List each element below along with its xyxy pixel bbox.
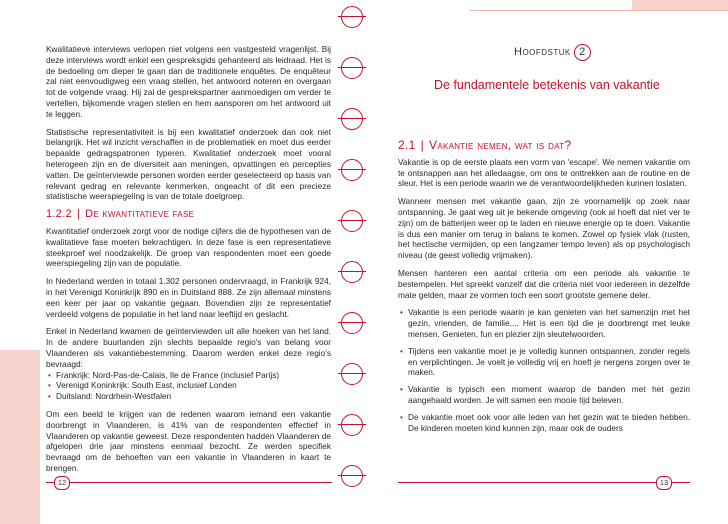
criteria-list	[398, 307, 690, 433]
section-paragraph-1: Kwantitatief onderzoek zorgt voor de nodige cijfers die de hypothesen van de kwalitatieve fase moeten bekrachtigen. In deze fase is een representatieve steekproef wel noodzakelijk. De groep van respondenten moet een goede weerspiegeling zijn van de populatie.	[46, 225, 331, 269]
list-item: • Duitsland: Nordrhein-Westfalen	[46, 391, 331, 402]
intro-paragraph-2: Statistische representativiteit is bij een kwalitatief onderzoek dan ook niet belangrijk. Het wil inzicht verschaffen in de problematiek en moet dus eerder bepaalde gedragspatronen typeren. Kwalitatief onderzoek moet vooral heterogeen zijn en de diversiteit aan meningen, opvattingen en percepties vatten. De geïnterviewde personen worden eerder geselecteerd op basis van relevant gedrag en relevante kenmerken, ongeacht of dit een precieze statistische weerspiegeling is van de totale doelgroep.	[46, 126, 331, 202]
chapter-number: 2	[574, 44, 591, 61]
paragraph-3: Mensen hanteren een aantal criteria om een periode als vakantie te bestempelen. Het spreekt vanzelf dat die criteria niet voor iedereen in dezelfde mate gelden, maar ze vormen toch een soort grootste gemene deler.	[398, 267, 690, 300]
page-number: 12	[54, 476, 70, 490]
chapter-title: De fundamentele betekenis van vakantie	[434, 78, 660, 92]
list-item: • Verenigd Koninkrijk: South East, inclusief Londen	[46, 380, 331, 391]
list-item: • De vakantie moet ook voor alle leden van het gezin wat te bieden hebben. De kinderen moeten kind kunnen zijn, maar ook de ouders	[398, 412, 690, 434]
paragraph-2: Wanneer mensen met vakantie gaan, zijn ze voornamelijk op zoek naar ontspanning. Je gaat weg uit je bekende omgeving (ook al hoeft dat niet ver te zijn) om de batterijen weer op te laden en nieuwe energie op te doen. Vakantie is dus een manier om terug in balans te komen. Zowel op fysiek vlak (rusten, het hectische vermijden, op een langzamer tempo leven) als op psychologisch niveau (de geest volledig vrijmaken).	[398, 196, 690, 261]
section-number: 1.2.2	[46, 208, 72, 221]
section-title: De kwantitatieve fase	[85, 208, 195, 221]
list-item: • Vakantie is een periode waarin je kan genieten van het samenzijn met het gezin, vrienden, de familie,... Het is een tijd die je doorbrengt met leuke mensen. Genieten, fun en plezier zijn sleutelwoorden.	[398, 307, 690, 339]
footer-rule	[398, 482, 656, 483]
left-column	[46, 44, 331, 481]
section-paragraph-2: In Nederland werden in totaal 1.302 personen ondervraagd, in Frankrijk 924, in het Verenigd Koninkrijk 890 en in Duitsland 888. Ze zijn allemaal minstens een keer per jaar op vakantie gegaan. Bovendien zijn ze representatief verdeeld volgens de populatie in het land naar leeftijd en geslacht.	[46, 276, 331, 319]
footer-rule	[46, 482, 54, 483]
chapter-word: Hoofdstuk	[514, 46, 571, 58]
paragraph-1: Vakantie is op de eerste plaats een vorm van 'escape'. We nemen vakantie om te ontsnappen aan het alledaagse, om ons te onttrekken aan de routine en de sleur. Het is een periode waarin we de verantwoordelijkheden kunnen loslaten.	[398, 156, 690, 189]
page-number: 13	[656, 476, 672, 490]
section-heading-1-2-2: 1.2.2 | De kwantitatieve fase	[46, 208, 195, 221]
list-item: • Frankrijk: Nord-Pas-de-Calais, Ile de France (inclusief Parijs)	[46, 370, 331, 381]
list-item: • Tijdens een vakantie moet je je volledig kunnen ontspannen, zonder regels en verplichtingen. Je voelt je volledig vrij en hoeft je nergens zorgen over te maken.	[398, 346, 690, 378]
section-paragraph-3: Enkel in Nederland kwamen de geïnterviewden uit alle hoeken van het land. In de andere buurlanden zijn slechts bepaalde regio's van belang voor Vlaanderen als vakantiebestemming. Daarom werden enkel deze regio's bevraagd:	[46, 326, 331, 369]
regions-list	[46, 370, 331, 402]
section-heading-2-1: 2.1 | Vakantie nemen, wat is dat?	[398, 138, 572, 152]
footer-rule	[672, 482, 690, 483]
intro-paragraph-1: Kwalitatieve interviews verlopen niet volgens een vastgesteld vragenlijst. Bij deze interviews wordt enkel een gespreksgids gehanteerd als leidraad. Het is de bedoeling om dieper te gaan dan de traditionele enquêtes. De enquêteur zal niet eenvoudigweg een vraag stellen, het antwoord noteren en overgaan tot de volgende vraag. Hij zal de gesprekspartner aanmoedigen om verder te vertellen, bijkomende vragen stellen en hem aansporen om het antwoord uit te leggen.	[46, 44, 331, 119]
footer-rule	[70, 482, 332, 483]
chapter-label	[514, 44, 591, 61]
section-number: 2.1	[398, 138, 416, 152]
list-item: • Vakantie is typisch een moment waarop de banden met het gezin aangehaald worden. Je wilt samen een mooie tijd beleven.	[398, 384, 690, 406]
section-title: Vakantie nemen, wat is dat?	[429, 138, 572, 152]
closing-paragraph: Om een beeld te krijgen van de redenen waarom iemand een vakantie doorbrengt in Vlaanderen, is 41% van de respondenten effectief in Vlaanderen op vakantie geweest. Deze respondenten hadden Vlaanderen de afgelopen drie jaar minstens eenmaal bezocht. Ze werden specifiek bevraagd om de behoeften van een vakantie in Vlaanderen in kaart te brengen.	[46, 408, 331, 473]
right-page	[364, 0, 728, 524]
right-column	[398, 140, 690, 440]
